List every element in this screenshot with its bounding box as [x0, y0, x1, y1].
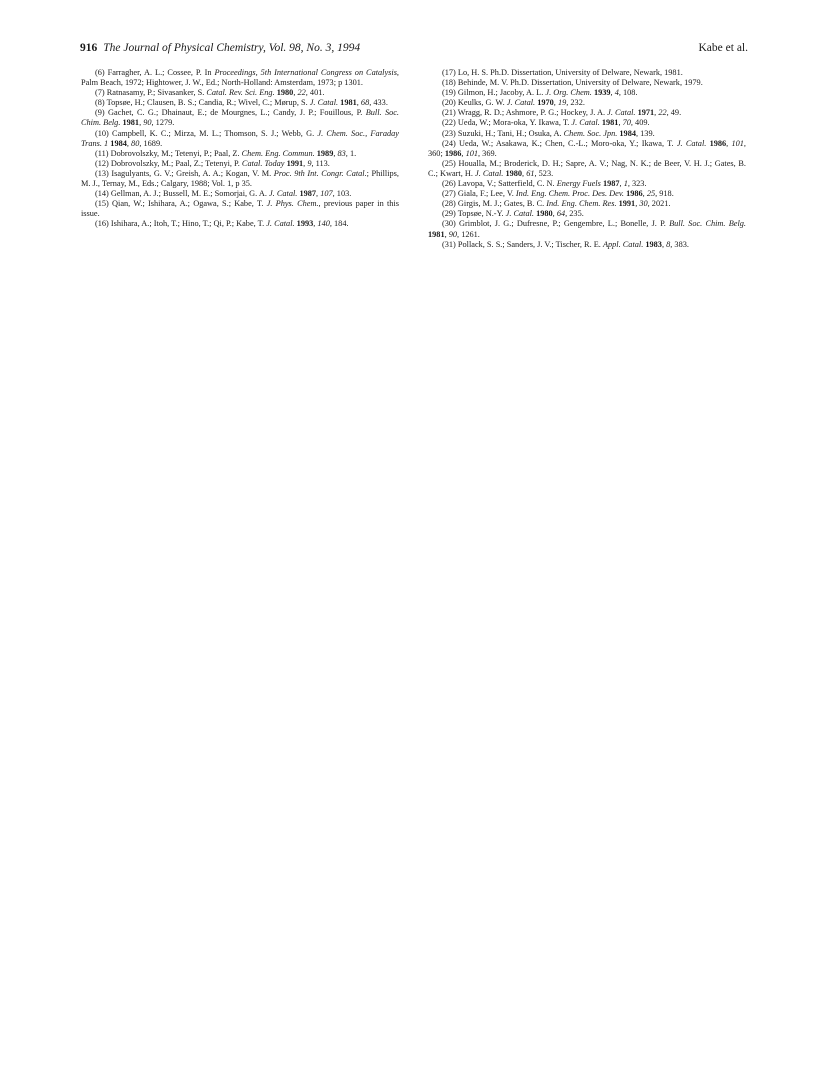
reference-text: , — [553, 98, 558, 108]
reference-entry — [428, 108, 746, 118]
reference-text: , 1. — [345, 148, 357, 158]
reference-text: , 232. — [566, 98, 585, 108]
reference-entry — [428, 159, 746, 179]
reference-text: Bull. Soc. Chim. Belg. — [81, 108, 400, 128]
reference-text: , — [618, 118, 623, 128]
reference-text: (8) Topsøe, H.; Clausen, B. S.; Candia, R.; Wivel, C.; Mørup, S. — [95, 98, 310, 108]
reference-text: 1984 — [619, 128, 636, 138]
reference-text: 1986 — [709, 138, 727, 148]
reference-text: , 139. — [636, 128, 655, 138]
reference-entry — [81, 88, 399, 98]
reference-text: 1991 — [618, 199, 636, 209]
reference-text: , 235. — [565, 209, 584, 219]
reference-text: Appl. Catal. — [602, 239, 644, 249]
reference-text: 70 — [622, 118, 631, 128]
references-left-column — [81, 68, 399, 230]
reference-text: 30 — [639, 199, 648, 209]
reference-text: (25) Houalla, M.; Broderick, D. H.; Sapre, A. V.; Nag, N. K.; de Beer, V. H. J.; Gates, B. C.; Kwart, H. — [428, 158, 746, 178]
reference-text: 61 — [526, 168, 535, 178]
reference-text: , 383. — [670, 239, 689, 249]
reference-text: 9 — [307, 158, 312, 168]
reference-text: Proceedings, 5th International Congress on Catalysis — [214, 68, 397, 77]
reference-text: (19) Gilmon, H.; Jacoby, A. L. — [442, 88, 546, 98]
reference-text: , 1261. — [457, 229, 480, 239]
reference-text: 1 — [623, 179, 628, 189]
reference-text: ; Phillips, M. J., Ternay, M., Eds.; Calgary, 1988; Vol. 1, p 35. — [81, 168, 399, 189]
reference-text: , 401. — [305, 88, 325, 98]
reference-text: 90 — [448, 229, 458, 239]
reference-text: 22 — [297, 88, 306, 98]
page-number: 916 — [80, 42, 98, 54]
reference-entry — [81, 108, 399, 128]
reference-text: J. Catal. — [269, 189, 298, 199]
reference-text: , — [316, 189, 321, 199]
reference-text: (23) Suzuki, H.; Tani, H.; Osuka, A. — [442, 128, 564, 138]
reference-text: J. Catal. — [676, 138, 707, 148]
reference-text: , — [552, 209, 557, 219]
reference-text: (17) Lo, H. S. Ph.D. Dissertation, University of Delware, Newark, 1981. — [442, 68, 683, 77]
reference-text: 1983 — [645, 239, 662, 249]
reference-text: (7) Ratnasamy, P.; Sivasanker, S. — [95, 88, 207, 98]
reference-text: 1987 — [602, 179, 620, 189]
reference-entry — [81, 98, 399, 108]
reference-text: (29) Topsøe, N.-Y. — [442, 209, 506, 219]
reference-entry — [428, 78, 746, 88]
reference-text: 1980 — [276, 88, 294, 98]
reference-text: , — [333, 148, 338, 158]
running-head-authors: Kabe et al. — [698, 42, 748, 54]
reference-text: , 2021. — [647, 199, 671, 209]
reference-entry — [428, 240, 746, 250]
reference-text: , 1279. — [151, 118, 175, 128]
reference-text: J. Chem. Soc., Faraday Trans. 1 — [81, 128, 399, 148]
reference-entry — [428, 179, 746, 189]
reference-text: 140 — [317, 219, 330, 229]
reference-text: 1971 — [637, 108, 655, 118]
reference-entry — [81, 149, 399, 159]
reference-text: Catal. Today — [241, 158, 285, 168]
reference-entry — [428, 209, 746, 219]
reference-text: , 918. — [655, 189, 674, 199]
reference-text: , — [654, 108, 659, 118]
reference-text: 1981 — [428, 229, 445, 239]
reference-text: , — [139, 118, 144, 128]
reference-text: , 323. — [627, 179, 647, 189]
reference-text: 107 — [320, 189, 333, 199]
reference-entry — [81, 159, 399, 169]
reference-entry — [81, 169, 399, 189]
reference-text: , — [126, 138, 132, 148]
reference-text: (12) Dobrovolszky, M.; Paal, Z.; Tetenyi, P. — [95, 158, 242, 168]
reference-text: (15) Qian, W.; Ishihara, A.; Ogawa, S.; Kabe, T. — [95, 199, 267, 209]
reference-text: , — [303, 158, 308, 168]
reference-text: , 433. — [369, 98, 388, 108]
reference-text: (6) Farragher, A. L.; Cossee, P. In — [95, 68, 215, 77]
reference-entry — [81, 189, 399, 199]
reference-text: , 523. — [534, 168, 554, 178]
reference-text: , 409. — [630, 118, 650, 128]
reference-entry — [428, 98, 746, 108]
reference-entry — [428, 88, 746, 98]
reference-text: , — [461, 148, 466, 158]
reference-text: 1980 — [505, 168, 523, 178]
reference-entry — [81, 129, 399, 149]
reference-text: 1993 — [296, 219, 314, 229]
reference-text: J. Org. Chem. — [545, 88, 592, 98]
reference-text: (30) Grimblot, J. G.; Dufresne, P.; Gengembre, L.; Bonelle, J. P. — [442, 219, 670, 229]
reference-text: 1981 — [340, 98, 357, 108]
reference-text: , 103. — [332, 189, 352, 199]
reference-text: (21) Wragg, R. D.; Ashmore, P. G.; Hockey, J. A. — [442, 108, 608, 118]
reference-text: (31) Pollack, S. S.; Sanders, J. V.; Tischer, R. E. — [442, 239, 603, 249]
reference-text: (27) Giala, F.; Lee, V. — [442, 189, 516, 199]
reference-text: , — [726, 138, 732, 148]
journal-citation: The Journal of Physical Chemistry, Vol. 98, No. 3, 1994 — [103, 42, 361, 54]
reference-text: 25 — [646, 189, 656, 199]
reference-text: J. Catal. — [309, 98, 339, 108]
reference-text: , 49. — [666, 108, 682, 118]
reference-text: , previous paper in this issue. — [81, 199, 399, 219]
reference-text: 101 — [465, 148, 479, 158]
reference-entry — [81, 68, 399, 88]
reference-entry — [428, 219, 746, 239]
reference-entry — [428, 129, 746, 139]
reference-text: J. Catal. — [266, 219, 295, 229]
reference-text: (10) Campbell, K. C.; Mirza, M. L.; Thomson, S. J.; Webb, G. — [95, 128, 318, 138]
reference-text: , 369. — [478, 148, 497, 158]
reference-text: 1991 — [286, 158, 304, 168]
reference-text: (9) Gachet, C. G.; Dhainaut, E.; de Mourgnes, L.; Candy, J. P.; Fouillous, P. — [95, 108, 366, 118]
reference-text: Ind. Eng. Chem. Res. — [546, 199, 617, 209]
reference-text: , 108. — [618, 88, 638, 98]
reference-entry — [81, 219, 399, 229]
reference-text: 1939 — [593, 88, 611, 98]
reference-text: Catal. Rev. Sci. Eng. — [206, 88, 275, 98]
reference-text: J. Catal. — [607, 108, 636, 118]
reference-entry — [428, 139, 746, 159]
reference-text: 1981 — [601, 118, 619, 128]
reference-text: , — [444, 229, 449, 239]
reference-text: , — [356, 98, 361, 108]
reference-text: 1989 — [316, 148, 334, 158]
reference-text: Chem. Eng. Commun. — [241, 148, 315, 158]
reference-text: 1980 — [536, 209, 553, 219]
reference-text: , — [610, 88, 615, 98]
reference-text: 1986 — [626, 189, 643, 199]
reference-text: 83 — [337, 148, 346, 158]
reference-text: 1970 — [537, 98, 554, 108]
reference-text: (16) Ishihara, A.; Itoh, T.; Hino, T.; Qi, P.; Kabe, T. — [95, 219, 267, 229]
reference-text: (13) Isagulyants, G. V.; Greish, A. A.; Kogan, V. M. — [95, 168, 274, 178]
reference-text: 19 — [557, 98, 567, 108]
reference-text: (22) Ueda, W.; Mora-oka, Y. Ikawa, T. — [442, 118, 572, 128]
reference-text: , — [619, 179, 624, 189]
reference-text: (18) Behinde, M. V. Ph.D. Dissertation, University of Delware, Newark, 1979. — [442, 78, 703, 88]
reference-entry — [428, 189, 746, 199]
reference-text: 1984 — [110, 138, 127, 148]
reference-text: J. Catal. — [475, 168, 504, 178]
reference-entry — [428, 118, 746, 128]
reference-text: 90 — [143, 118, 152, 128]
reference-text: , 113. — [311, 158, 330, 168]
reference-text: J. Catal. — [506, 98, 536, 108]
reference-text: , — [642, 189, 647, 199]
reference-text: 8 — [666, 239, 671, 249]
reference-text: Proc. 9th Int. Congr. Catal. — [273, 168, 367, 178]
reference-text: 1987 — [299, 189, 317, 199]
reference-entry — [81, 199, 399, 219]
reference-entry — [428, 68, 746, 78]
reference-text: Bull. Soc. Chim. Belg. — [669, 219, 746, 229]
reference-text: 64 — [556, 209, 566, 219]
reference-text: , — [661, 239, 667, 249]
reference-text: (20) Keulks, G. W. — [442, 98, 507, 108]
reference-text: , — [522, 168, 527, 178]
reference-text: , — [635, 199, 640, 209]
reference-text: 22 — [658, 108, 667, 118]
reference-text: Ind. Eng. Chem. Proc. Des. Dev. — [515, 189, 624, 199]
reference-text: 80 — [131, 138, 140, 148]
running-head — [80, 39, 748, 57]
reference-text: J. Catal. — [505, 209, 534, 219]
reference-text: Energy Fuels — [556, 179, 601, 189]
reference-text: 1986 — [444, 148, 462, 158]
reference-text: (11) Dobrovolszky, M.; Tetenyi, P.; Paal, Z. — [95, 148, 242, 158]
references-right-column — [428, 68, 746, 250]
reference-text: (24) Ueda, W.; Asakawa, K.; Chen, C.-L.; Moro-oka, Y.; Ikawa, T. — [442, 138, 677, 148]
reference-text: , 184. — [329, 219, 349, 229]
reference-text: , 360; — [428, 138, 746, 158]
reference-text: J. Catal. — [571, 118, 600, 128]
reference-text: 1981 — [122, 118, 140, 128]
reference-text: (14) Gellman, A. J.; Bussell, M. E.; Somorjai, G. A. — [95, 189, 269, 199]
reference-text: J. Phys. Chem. — [266, 199, 319, 209]
reference-text: , Palm Beach, 1972; Hightower, J. W., Ed.; North-Holland: Amsterdam, 1973; p 1301. — [81, 68, 399, 88]
reference-text: , 1689. — [139, 138, 163, 148]
reference-entry — [428, 199, 746, 209]
reference-text: , — [313, 219, 318, 229]
reference-text: 4 — [614, 88, 619, 98]
reference-text: 68 — [360, 98, 370, 108]
reference-text: 101 — [731, 138, 744, 148]
reference-text: , — [293, 88, 298, 98]
reference-text: (28) Girgis, M. J.; Gates, B. C. — [442, 199, 547, 209]
reference-text: Chem. Soc. Jpn. — [563, 128, 618, 138]
reference-text: (26) Lavopa, V.; Satterfield, C. N. — [442, 179, 557, 189]
